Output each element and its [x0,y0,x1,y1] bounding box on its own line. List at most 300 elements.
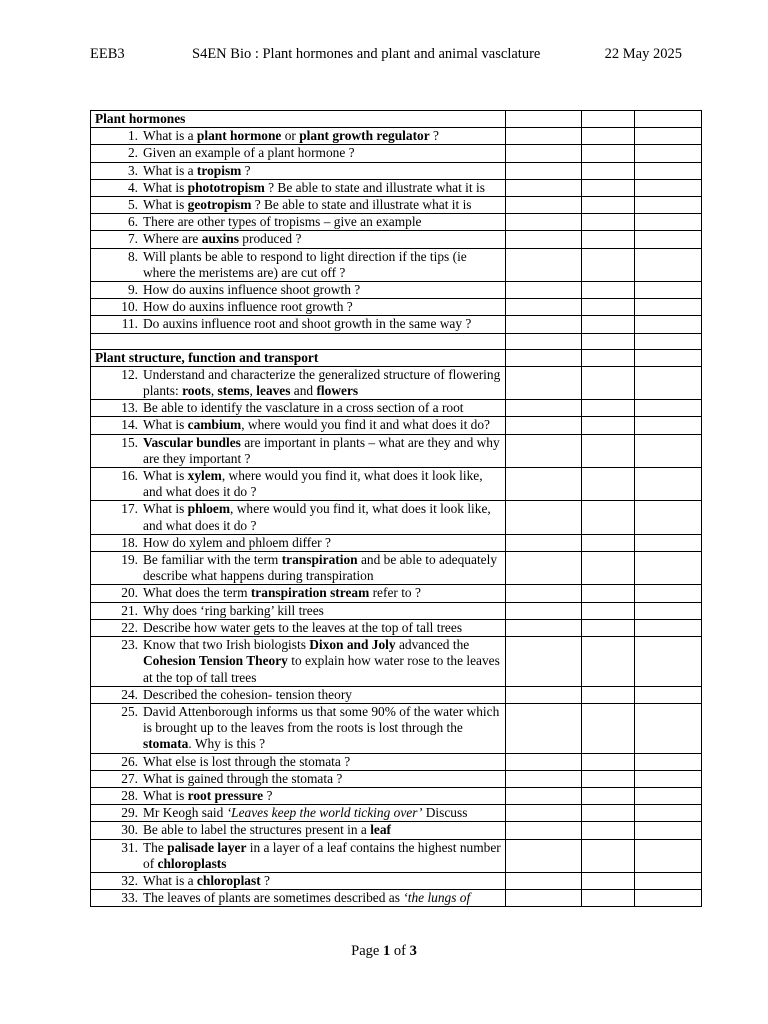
status-cell [582,637,635,687]
question-text: , where would you find it, what does it look like, and what does it do ? [143,501,491,533]
status-cell [635,417,702,434]
question-text: ? [429,128,439,144]
question-row [91,585,702,602]
status-cell [635,248,702,281]
question-cell [91,703,506,753]
key-term: roots [182,383,211,399]
question-cell [91,282,506,299]
key-term: Dixon and Joly [309,637,396,653]
status-cell [582,162,635,179]
status-cell [506,299,582,316]
spacer-cell [91,333,506,349]
question-text: , [210,383,218,399]
question-text: , [249,383,257,399]
section-row [91,349,702,366]
status-cell [635,197,702,214]
question-text: What is a [143,872,197,888]
key-term: plant hormone [196,128,282,144]
status-cell [506,316,582,333]
question-number: 5. [127,197,138,213]
status-cell [582,434,635,467]
status-cell [582,111,635,128]
question-text: How do auxins influence root growth ? [143,299,353,315]
status-cell [635,316,702,333]
status-cell [506,179,582,196]
status-cell [582,787,635,804]
question-item [95,501,501,533]
key-term: transpiration [281,552,358,568]
question-text: The [143,839,168,855]
question-row [91,619,702,636]
status-cell [635,162,702,179]
quote-text: ‘the lungs of [403,890,471,906]
question-item [95,552,501,584]
status-cell [635,805,702,822]
question-item [95,468,501,500]
question-cell [91,787,506,804]
question-item [95,620,501,636]
question-text: ? Be able to state and illustrate what it is [264,179,485,195]
question-item [95,890,501,906]
status-cell [506,805,582,822]
question-cell [91,400,506,417]
question-number: 28. [121,787,138,803]
question-row [91,637,702,687]
question-text: What does the term [143,585,251,601]
status-cell [635,333,702,349]
question-item [95,704,501,753]
key-term: palisade layer [167,839,247,855]
key-term: leaf [370,822,392,838]
question-row [91,753,702,770]
question-number: 7. [127,231,138,247]
page-total: 3 [409,943,417,959]
status-cell [582,316,635,333]
question-item [95,214,501,230]
status-cell [506,417,582,434]
question-text: What is [143,179,188,195]
status-cell [506,162,582,179]
question-row [91,787,702,804]
page-number: 1 [382,943,391,959]
question-cell [91,637,506,687]
question-number: 24. [121,686,138,702]
question-number: 9. [127,282,138,298]
question-number: 4. [127,179,138,195]
status-cell [506,145,582,162]
section-heading: Plant hormones [91,111,506,128]
question-text: What is [143,468,188,484]
status-cell [582,299,635,316]
status-cell [582,534,635,551]
key-term: stomata [143,736,189,752]
status-cell [506,787,582,804]
question-text: Given an example of a plant hormone ? [143,145,355,161]
status-cell [635,400,702,417]
status-cell [635,282,702,299]
question-text: ? [260,872,270,888]
question-item [95,367,501,399]
status-cell [635,366,702,399]
question-number: 27. [121,770,138,786]
question-row [91,501,702,534]
question-number: 25. [121,703,138,719]
status-cell [582,214,635,231]
question-cell [91,145,506,162]
status-cell [506,822,582,839]
status-cell [506,333,582,349]
status-cell [635,111,702,128]
status-cell [582,686,635,703]
status-cell [582,349,635,366]
question-item [95,417,501,433]
status-cell [635,770,702,787]
key-term: tropism [196,162,242,178]
question-number: 1. [127,128,138,144]
question-text: The leaves of plants are sometimes described as [143,890,404,906]
question-text: Know that two Irish biologists [143,637,310,653]
question-item [95,754,501,770]
question-text: Do auxins influence root and shoot growth in the same way ? [143,316,472,332]
question-item [95,400,501,416]
question-item [95,180,501,196]
status-cell [582,822,635,839]
status-cell [506,197,582,214]
status-cell [506,534,582,551]
question-row [91,179,702,196]
question-row [91,805,702,822]
question-text: Be able to identify the vasclature in a cross section of a root [143,400,464,416]
section-heading: Plant structure, function and transport [91,349,506,366]
question-number: 17. [121,501,138,517]
question-row [91,703,702,753]
status-cell [582,753,635,770]
question-text: refer to ? [369,585,421,601]
question-text: How do auxins influence shoot growth ? [143,282,361,298]
question-row [91,400,702,417]
page-label: Page [351,943,380,959]
status-cell [635,179,702,196]
question-number: 8. [127,248,138,264]
status-cell [506,282,582,299]
question-cell [91,770,506,787]
question-text: , where would you find it and what does it do? [241,417,490,433]
status-cell [582,197,635,214]
question-number: 29. [121,805,138,821]
question-cell [91,501,506,534]
question-row [91,686,702,703]
question-cell [91,248,506,281]
question-cell [91,753,506,770]
status-cell [582,501,635,534]
question-text: What is [143,197,188,213]
question-item [95,282,501,298]
question-item [95,163,501,179]
status-cell [582,619,635,636]
question-text: What else is lost through the stomata ? [143,753,351,769]
question-number: 33. [121,890,138,906]
question-cell [91,179,506,196]
section-row [91,111,702,128]
question-cell [91,890,506,907]
question-cell [91,214,506,231]
status-cell [582,231,635,248]
key-term: Vascular bundles [143,434,241,450]
question-text: What is a [143,162,197,178]
question-text: and be able to adequately describe what happens during transpiration [143,552,498,584]
status-cell [506,872,582,889]
status-cell [506,468,582,501]
key-term: stems [217,383,250,399]
question-text: ? [241,162,251,178]
question-number: 20. [121,585,138,601]
status-cell [635,128,702,145]
question-cell [91,128,506,145]
status-cell [506,637,582,687]
question-row [91,534,702,551]
question-number: 16. [121,468,138,484]
status-cell [582,872,635,889]
key-term: chloroplast [196,872,261,888]
status-cell [582,552,635,585]
quote-text: ‘Leaves keep the world ticking over’ [226,805,423,821]
status-cell [506,111,582,128]
question-cell [91,197,506,214]
status-cell [506,434,582,467]
question-text: ? [263,787,273,803]
question-cell [91,299,506,316]
status-cell [635,214,702,231]
question-number: 21. [121,602,138,618]
status-cell [506,703,582,753]
question-number: 11. [121,316,138,332]
question-cell [91,468,506,501]
key-term: transpiration stream [250,585,370,601]
question-text: to explain how water rose to the leaves at the top of tall trees [143,653,500,685]
question-text: Discuss [422,805,468,821]
status-cell [582,128,635,145]
key-term: plant growth regulator [299,128,430,144]
question-row [91,128,702,145]
question-cell [91,366,506,399]
question-row [91,602,702,619]
question-number: 10. [121,299,138,315]
question-text: Be able to label the structures present in a [143,822,371,838]
key-term: flowers [316,383,359,399]
status-cell [506,400,582,417]
question-number: 2. [127,145,138,161]
question-item [95,788,501,804]
status-cell [506,890,582,907]
spacer-row [91,333,702,349]
question-cell [91,316,506,333]
question-text: Describe how water gets to the leaves at the top of tall trees [143,619,463,635]
question-text: or [281,128,300,144]
status-cell [635,534,702,551]
question-number: 13. [121,400,138,416]
question-cell [91,839,506,872]
status-cell [506,366,582,399]
status-cell [582,417,635,434]
question-cell [91,805,506,822]
key-term: geotropism [187,197,252,213]
question-number: 15. [121,434,138,450]
status-cell [582,179,635,196]
status-cell [582,770,635,787]
key-term: cambium [187,417,242,433]
question-item [95,145,501,161]
status-cell [635,501,702,534]
status-cell [635,872,702,889]
key-term: phototropism [187,179,265,195]
question-row [91,299,702,316]
question-row [91,145,702,162]
status-cell [635,585,702,602]
question-text: Will plants be able to respond to light direction if the tips (ie where the meristems are) are cut off ? [143,248,467,280]
key-term: leaves [256,383,291,399]
status-cell [635,822,702,839]
question-text: ? Be able to state and illustrate what it is [251,197,472,213]
question-text: Be familiar with the term [143,552,282,568]
question-cell [91,417,506,434]
status-cell [582,805,635,822]
status-cell [582,585,635,602]
question-row [91,839,702,872]
status-cell [506,231,582,248]
question-item [95,197,501,213]
question-item [95,585,501,601]
status-cell [506,839,582,872]
status-cell [506,214,582,231]
status-cell [582,366,635,399]
question-row [91,822,702,839]
question-row [91,890,702,907]
question-number: 19. [121,552,138,568]
status-cell [582,839,635,872]
key-term: phloem [187,501,231,517]
question-row [91,552,702,585]
question-item [95,435,501,467]
question-cell [91,552,506,585]
question-cell [91,686,506,703]
question-text: What is a [143,128,197,144]
status-cell [582,468,635,501]
status-cell [506,349,582,366]
question-number: 6. [127,214,138,230]
question-table [90,110,702,907]
status-cell [635,753,702,770]
status-cell [635,890,702,907]
question-item [95,771,501,787]
question-item [95,873,501,889]
question-cell [91,602,506,619]
question-item [95,840,501,872]
status-cell [506,770,582,787]
question-row [91,248,702,281]
question-row [91,872,702,889]
status-cell [582,890,635,907]
question-item [95,231,501,247]
question-cell [91,162,506,179]
question-item [95,535,501,551]
status-cell [506,686,582,703]
page-header [90,46,690,66]
status-cell [635,434,702,467]
status-cell [635,703,702,753]
status-cell [506,128,582,145]
question-text: What is [143,417,188,433]
status-cell [635,787,702,804]
question-text: advanced the [395,637,470,653]
status-cell [506,619,582,636]
page-footer [0,943,768,960]
question-text: What is gained through the stomata ? [143,770,343,786]
question-item [95,805,501,821]
question-number: 18. [121,534,138,550]
status-cell [635,552,702,585]
status-cell [582,282,635,299]
question-cell [91,585,506,602]
question-row [91,162,702,179]
question-item [95,128,501,144]
key-term: auxins [201,231,239,247]
question-number: 30. [121,822,138,838]
status-cell [635,349,702,366]
question-cell [91,619,506,636]
question-number: 12. [121,366,138,382]
question-text: David Attenborough informs us that some 90% of the water which is brought up to the leaves from the roots is lost through the [143,703,500,736]
question-number: 22. [121,619,138,635]
question-row [91,770,702,787]
question-text: are important in plants – what are they and why are they important ? [143,434,500,466]
status-cell [635,231,702,248]
status-cell [582,400,635,417]
status-cell [582,248,635,281]
question-number: 26. [121,753,138,769]
question-row [91,468,702,501]
question-text: . Why is this ? [188,736,266,752]
question-text: in a layer of a leaf contains the highest number of [143,839,501,871]
question-cell [91,872,506,889]
question-item [95,603,501,619]
status-cell [635,637,702,687]
document-title: S4EN Bio : Plant hormones and plant and animal vasclature [192,46,541,62]
question-text: , where would you find it, what does it look like, and what does it do ? [143,468,483,500]
question-row [91,214,702,231]
question-item [95,316,501,332]
question-text: Where are [143,231,202,247]
status-cell [635,839,702,872]
status-cell [582,703,635,753]
question-row [91,197,702,214]
status-cell [582,333,635,349]
question-row [91,417,702,434]
course-code: EEB3 [90,46,125,62]
status-cell [635,145,702,162]
status-cell [506,552,582,585]
question-number: 14. [121,417,138,433]
question-row [91,434,702,467]
question-text: How do xylem and phloem differ ? [143,534,331,550]
question-number: 3. [127,162,138,178]
question-row [91,282,702,299]
question-text: Described the cohesion- tension theory [143,686,352,702]
question-item [95,822,501,838]
question-row [91,231,702,248]
status-cell [506,501,582,534]
question-text: What is [143,787,188,803]
status-cell [635,619,702,636]
